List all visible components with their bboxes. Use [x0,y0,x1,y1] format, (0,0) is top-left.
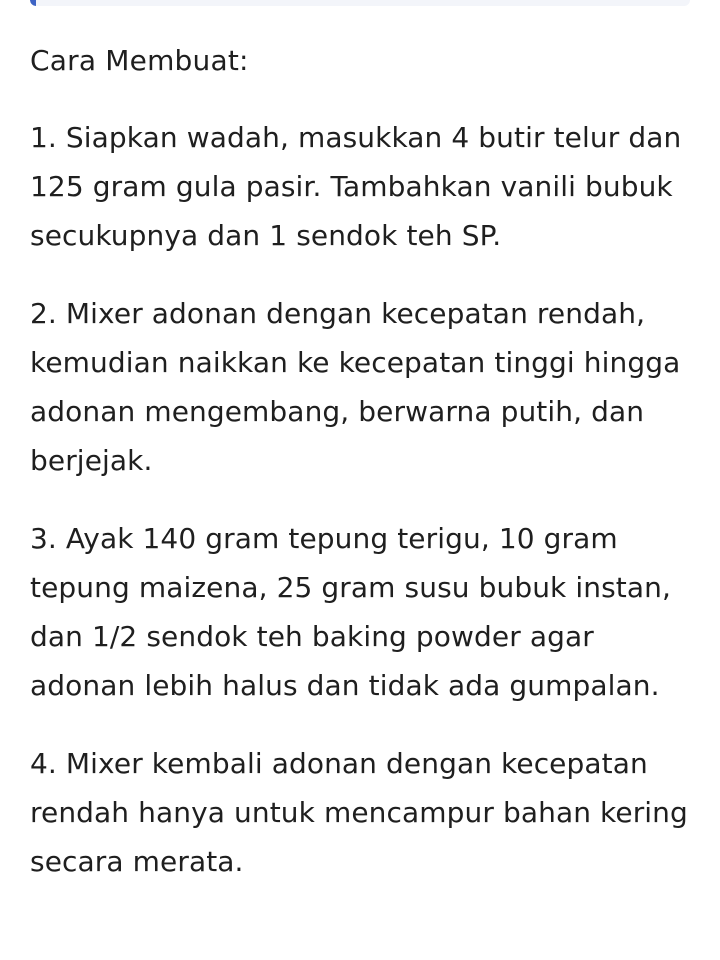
previous-card [30,0,690,6]
step-3: 3. Ayak 140 gram tepung terigu, 10 gram tepung maizena, 25 gram susu bubuk instan, dan 1/2 sendok teh baking powder agar adonan lebih halus dan tidak ada gumpalan. [30,522,671,702]
section-heading: Cara Membuat: [30,44,249,77]
step-4: 4. Mixer kembali adonan dengan kecepatan rendah hanya untuk mencampur bahan kering secara merata. [30,747,688,878]
card-accent-bar [30,0,36,6]
step-2: 2. Mixer adonan dengan kecepatan rendah, kemudian naikkan ke kecepatan tinggi hingga adonan mengembang, berwarna putih, dan berjejak. [30,297,681,477]
step-1: 1. Siapkan wadah, masukkan 4 butir telur dan 125 gram gula pasir. Tambahkan vanili bubuk secukupnya dan 1 sendok teh SP. [30,121,682,252]
article-body [30,36,695,915]
